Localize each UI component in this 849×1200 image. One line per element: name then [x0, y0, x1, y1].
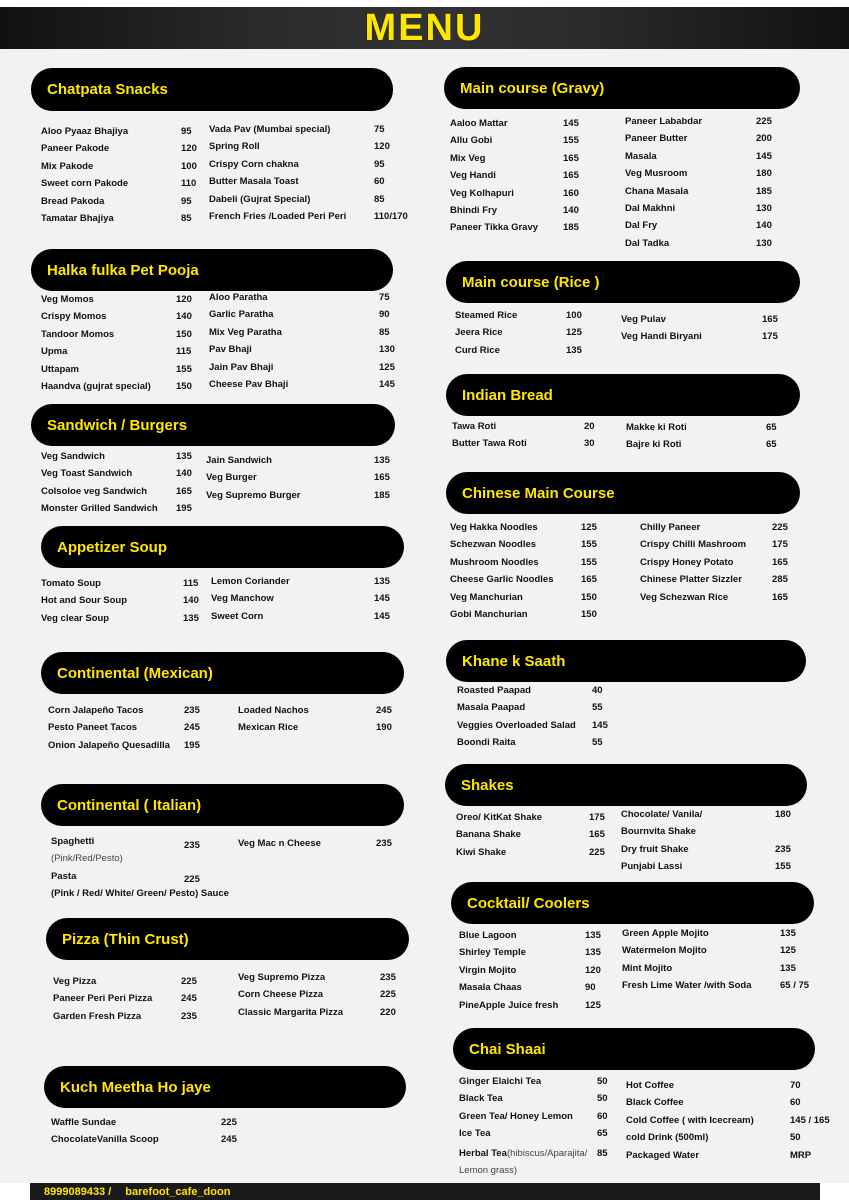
item-price: 55 — [592, 702, 603, 714]
item-price: 140 — [563, 204, 579, 216]
item-price: 60 — [790, 1097, 801, 1109]
item-price: 175 — [772, 539, 788, 551]
item-price: 145 — [379, 378, 395, 390]
item-name: Masala Chaas — [459, 982, 522, 994]
item-name: Veg clear Soup — [41, 612, 110, 624]
item-name: Dabeli (Gujrat Special) — [209, 193, 311, 205]
item-name: Classic Margarita Pizza — [238, 1006, 344, 1018]
item-name: French Fries /Loaded Peri Peri — [209, 210, 347, 222]
item-name: Crispy Corn chakna — [209, 158, 299, 170]
item-price: 225 — [589, 846, 605, 858]
item-price: 135 — [780, 962, 796, 974]
item-price: 125 — [581, 522, 597, 533]
section-title: Shakes — [445, 764, 807, 806]
item-name: Green Tea/ Honey Lemon — [459, 1110, 573, 1122]
item-price: 135 — [585, 930, 601, 941]
item-name: Veg Toast Sandwich — [41, 468, 133, 480]
item-name: Butter Tawa Roti — [452, 438, 527, 450]
item-name: Cheese Pav Bhaji — [209, 378, 289, 390]
item-price: 130 — [379, 344, 395, 356]
item-price: 180 — [775, 809, 791, 820]
item-price: 130 — [756, 202, 772, 214]
item-price: 90 — [585, 982, 596, 994]
item-price: 195 — [176, 503, 192, 515]
item-price: 160 — [563, 187, 579, 199]
item-name: Ice Tea — [459, 1128, 491, 1140]
item-price: 165 — [589, 829, 605, 841]
item-name: Makke ki Roti — [626, 422, 687, 433]
item-name: Paneer Butter — [625, 133, 688, 145]
item-name: Tawa Roti — [452, 421, 497, 432]
item-name: Tamatar Bhajiya — [41, 212, 114, 224]
section-title: Chinese Main Course — [446, 472, 800, 514]
item-price: 140 — [176, 311, 192, 323]
item-name: Kiwi Shake — [456, 846, 507, 858]
item-price: 145 — [756, 150, 772, 162]
item-name: Veg Handi Biryani — [621, 331, 702, 343]
item-price: 245 — [221, 1134, 237, 1146]
item-name: Mint Mojito — [622, 962, 673, 974]
item-name: Paneer Tikka Gravy — [450, 222, 539, 234]
item-name: Dal Makhni — [625, 202, 676, 214]
item-name: Chana Masala — [625, 185, 689, 197]
item-name: Veg Supremo Pizza — [238, 972, 326, 983]
item-name: Veg Pulav — [621, 314, 666, 325]
item-price: MRP — [790, 1149, 812, 1161]
footer-bar — [30, 1183, 820, 1200]
item-price: 135 — [780, 928, 796, 939]
item-name: Cold Coffee ( with Icecream) — [626, 1114, 754, 1126]
item-name: Veg Hakka Noodles — [450, 522, 538, 533]
item-name: Fresh Lime Water /with Soda — [622, 980, 752, 992]
item-name: Butter Masala Toast — [209, 176, 299, 188]
item-price: 200 — [756, 133, 772, 145]
item-price: 150 — [581, 608, 597, 620]
item-name: Chinese Platter Sizzler — [640, 574, 742, 586]
item-price: 95 — [181, 126, 192, 137]
item-name: Chocolate/ Vanila/ — [621, 809, 703, 820]
section-title: Chatpata Snacks — [31, 68, 393, 111]
item-price: 125 — [780, 945, 796, 957]
menu-title: MENU — [364, 6, 485, 49]
item-price: 50 — [597, 1093, 608, 1105]
item-price: 90 — [379, 309, 390, 321]
menu-header — [0, 7, 849, 49]
item-price: 235 — [380, 972, 396, 983]
item-name: Veg Momos — [41, 294, 94, 305]
item-name: Paneer Peri Peri Pizza — [53, 993, 153, 1005]
item-price: 120 — [374, 141, 390, 153]
item-name: Crispy Momos — [41, 311, 107, 323]
section-title: Kuch Meetha Ho jaye — [44, 1066, 406, 1108]
item-price: 180 — [756, 168, 772, 180]
item-price: 20 — [584, 421, 595, 432]
item-name: Mix Veg — [450, 152, 486, 164]
item-price: 60 — [374, 176, 385, 188]
item-price: 235 — [181, 1010, 197, 1022]
item-name: Bread Pakoda — [41, 195, 105, 207]
item-name: PineApple Juice fresh — [459, 999, 559, 1011]
item-price: 40 — [592, 685, 603, 696]
item-price: 225 — [181, 976, 197, 987]
item-name: Upma — [41, 346, 68, 358]
item-name: Roasted Paapad — [457, 685, 531, 696]
section-title: Sandwich / Burgers — [31, 404, 395, 446]
item-price: 95 — [181, 195, 192, 207]
item-name: Spring Roll — [209, 141, 260, 153]
item-name: Waffle Sundae — [51, 1117, 117, 1128]
item-price: 165 — [581, 574, 597, 586]
item-price: 140 — [183, 595, 199, 607]
item-price: 245 — [376, 705, 392, 716]
item-price: 125 — [379, 361, 395, 373]
item-name: Steamed Rice — [455, 310, 518, 321]
item-name: Haandva (gujrat special) — [41, 380, 151, 392]
item-name: Veg Manchurian — [450, 591, 523, 603]
item-price: 175 — [762, 331, 778, 343]
item-price: 150 — [581, 591, 597, 603]
item-price: 225 — [380, 989, 396, 1001]
section-title: Khane k Saath — [446, 640, 806, 682]
item-price: 165 — [374, 472, 390, 484]
item-price: 150 — [176, 380, 192, 392]
item-name: Pav Bhaji — [209, 344, 252, 356]
item-price: 140 — [756, 220, 772, 232]
item-name: Veg Schezwan Rice — [640, 591, 729, 603]
footer-handle: barefoot_cafe_doon — [125, 1185, 231, 1198]
item-price: 30 — [584, 438, 595, 450]
item-price: 75 — [374, 124, 385, 135]
item-price: 245 — [184, 722, 200, 734]
item-name: Banana Shake — [456, 829, 521, 841]
item-price: 165 — [772, 591, 788, 603]
item-price: 150 — [176, 328, 192, 340]
item-name: Hot Coffee — [626, 1080, 675, 1091]
section-title: Continental (Mexican) — [41, 652, 404, 694]
item-name: Colsoloe veg Sandwich — [41, 485, 148, 497]
item-name: Masala Paapad — [457, 702, 526, 714]
item-name: Monster Grilled Sandwich — [41, 503, 158, 515]
item-price: 125 — [585, 999, 601, 1011]
item-price: 195 — [184, 739, 200, 751]
item-name: Blue Lagoon — [459, 930, 517, 941]
item-name: Aloo Pyaaz Bhajiya — [41, 126, 129, 137]
item-name: Veg Mac n Cheese — [238, 838, 321, 849]
item-price: 100 — [566, 310, 582, 321]
item-name: Virgin Mojito — [459, 964, 517, 976]
item-name: Bajre ki Roti — [626, 439, 682, 451]
item-price: 185 — [374, 489, 390, 501]
item-name: Veg Pizza — [53, 976, 97, 987]
item-name: Dal Fry — [625, 220, 658, 232]
item-price: 130 — [756, 237, 772, 249]
item-name: ChocolateVanilla Scoop — [51, 1134, 159, 1146]
item-name: Sweet corn Pakode — [41, 178, 129, 190]
item-price: 225 — [772, 522, 788, 533]
item-price: 225 — [184, 873, 200, 885]
item-name: Pasta — [51, 870, 77, 882]
item-price: 235 — [184, 705, 200, 716]
item-name: Loaded Nachos — [238, 705, 309, 716]
item-name: Garden Fresh Pizza — [53, 1010, 142, 1022]
item-price: 115 — [183, 578, 199, 589]
item-name: Crispy Honey Potato — [640, 556, 734, 568]
item-name: Gobi Manchurian — [450, 608, 528, 620]
item-price: 165 — [563, 152, 579, 164]
section-title: Chai Shaai — [453, 1028, 815, 1070]
item-name: Garlic Paratha — [209, 309, 274, 321]
item-price: 165 — [563, 170, 579, 182]
item-price: 140 — [176, 468, 192, 480]
item-price: 135 — [566, 344, 582, 356]
item-name: Veg Kolhapuri — [450, 187, 514, 199]
item-name: Ginger Elaichi Tea — [459, 1076, 542, 1087]
item-name: Boondi Raita — [457, 737, 516, 749]
item-name: Corn Jalapeño Tacos — [48, 705, 144, 716]
item-name: Green Apple Mojito — [622, 928, 709, 939]
item-price: 70 — [790, 1080, 801, 1091]
item-name: Tandoor Momos — [41, 328, 115, 340]
item-price: 135 — [176, 451, 192, 462]
item-price: 190 — [376, 722, 392, 734]
item-name: Mushroom Noodles — [450, 556, 539, 568]
item-name: Sweet Corn — [211, 610, 264, 622]
item-note: (Pink / Red/ White/ Green/ Pesto) Sauce — [51, 888, 229, 900]
item-price: 165 — [772, 556, 788, 568]
item-name: Oreo/ KitKat Shake — [456, 812, 543, 823]
item-price: 165 — [762, 314, 778, 325]
item-price: 60 — [597, 1110, 608, 1122]
item-name: Paneer Pakode — [41, 143, 110, 155]
item-name: Black Coffee — [626, 1097, 684, 1109]
item-name: Uttapam — [41, 363, 80, 375]
item-name: Shirley Temple — [459, 947, 526, 959]
section-title: Indian Bread — [446, 374, 800, 416]
item-price: 100 — [181, 160, 197, 172]
item-price: 155 — [581, 556, 597, 568]
item-price: 245 — [181, 993, 197, 1005]
item-name: Punjabi Lassi — [621, 861, 683, 873]
item-name: Lemon Coriander — [211, 576, 290, 587]
item-name: Mexican Rice — [238, 722, 299, 734]
item-name: Veg Musroom — [625, 168, 688, 180]
item-price: 75 — [379, 292, 390, 303]
item-price: 155 — [581, 539, 597, 551]
item-name: Onion Jalapeño Quesadilla — [48, 739, 170, 751]
item-price: 285 — [772, 574, 788, 586]
item-name: Jain Pav Bhaji — [209, 361, 274, 373]
item-price: 115 — [176, 346, 192, 358]
item-price: 120 — [585, 964, 601, 976]
item-name: Tomato Soup — [41, 578, 101, 589]
item-price: 50 — [597, 1076, 608, 1087]
item-price: 235 — [184, 840, 200, 851]
item-name: Watermelon Mojito — [622, 945, 707, 957]
item-name: Pesto Paneet Tacos — [48, 722, 138, 734]
item-name: Aloo Paratha — [209, 292, 268, 303]
item-name: Jeera Rice — [455, 327, 503, 339]
item-name: Corn Cheese Pizza — [238, 989, 323, 1001]
item-name: Veg Manchow — [211, 593, 274, 605]
item-price: 145 — [563, 118, 579, 129]
item-name: cold Drink (500ml) — [626, 1132, 709, 1144]
item-price: 85 — [379, 326, 390, 338]
item-price: 110/170 — [374, 210, 408, 222]
item-price: 165 — [176, 485, 192, 497]
item-name: Bournvita Shake — [621, 826, 696, 838]
item-note: Lemon grass) — [459, 1165, 518, 1177]
item-price: 185 — [756, 185, 772, 197]
item-name: Jain Sandwich — [206, 455, 272, 466]
item-name: Packaged Water — [626, 1149, 700, 1161]
item-price: 145 / 165 — [790, 1114, 830, 1126]
item-name: Aaloo Mattar — [450, 118, 508, 129]
item-name: Vada Pav (Mumbai special) — [209, 124, 331, 135]
item-price: 155 — [176, 363, 192, 375]
item-price: 135 — [183, 612, 199, 624]
item-price: 220 — [380, 1006, 396, 1018]
item-name: Masala — [625, 150, 657, 162]
footer-phone: 8999089433 / — [44, 1185, 112, 1198]
item-name: Mix Veg Paratha — [209, 326, 282, 338]
item-name: Paneer Lababdar — [625, 116, 703, 127]
item-name: Chilly Paneer — [640, 522, 701, 533]
item-name: Schezwan Noodles — [450, 539, 537, 551]
item-price: 120 — [181, 143, 197, 155]
item-price: 175 — [589, 812, 605, 823]
item-note: (Pink/Red/Pesto) — [51, 853, 123, 865]
item-price: 155 — [563, 135, 579, 147]
item-name: Bhindi Fry — [450, 204, 497, 216]
item-price: 225 — [756, 116, 772, 127]
section-title: Pizza (Thin Crust) — [46, 918, 409, 960]
item-name: Crispy Chilli Mashroom — [640, 539, 747, 551]
item-name: Herbal Tea — [459, 1148, 507, 1159]
item-price: 185 — [563, 222, 579, 234]
item-price: 65 — [766, 422, 777, 433]
item-price: 95 — [374, 158, 385, 170]
item-price: 55 — [592, 737, 603, 749]
item-name: Veggies Overloaded Salad — [457, 719, 576, 731]
item-price: 145 — [374, 610, 390, 622]
item-price: 135 — [374, 455, 390, 466]
item-price: 145 — [374, 593, 390, 605]
section-title: Appetizer Soup — [41, 526, 404, 568]
section-title: Cocktail/ Coolers — [451, 882, 814, 924]
item-name: Veg Sandwich — [41, 451, 105, 462]
item-price: 65 — [766, 439, 777, 451]
item-price: 65 / 75 — [780, 980, 810, 992]
item-price: 135 — [585, 947, 601, 959]
item-name: Black Tea — [459, 1093, 503, 1105]
item-price: 85 — [181, 212, 192, 224]
item-name: Curd Rice — [455, 344, 500, 356]
item-name: Veg Handi — [450, 170, 496, 182]
section-title: Main course (Gravy) — [444, 67, 800, 109]
item-price: 85 — [374, 193, 385, 205]
item-name: Allu Gobi — [450, 135, 493, 147]
item-price: 110 — [181, 178, 197, 190]
item-price: 135 — [374, 576, 390, 587]
item-price: 235 — [376, 838, 392, 849]
item-name: Cheese Garlic Noodles — [450, 574, 554, 586]
item-price: 235 — [775, 843, 791, 855]
item-name: Mix Pakode — [41, 160, 94, 172]
item-price: 225 — [221, 1117, 237, 1128]
item-price: 85 — [597, 1148, 608, 1159]
section-title: Continental ( Italian) — [41, 784, 404, 826]
item-name: Spaghetti — [51, 836, 95, 847]
item-price: 65 — [597, 1128, 608, 1140]
item-price: 145 — [592, 719, 608, 731]
item-name: Veg Supremo Burger — [206, 489, 301, 501]
item-price: 155 — [775, 861, 791, 873]
item-name: Hot and Sour Soup — [41, 595, 128, 607]
item-name: Veg Burger — [206, 472, 257, 484]
item-price: 125 — [566, 327, 582, 339]
item-name: Dal Tadka — [625, 237, 670, 249]
section-title: Main course (Rice ) — [446, 261, 800, 303]
item-price: 50 — [790, 1132, 801, 1144]
item-name: Dry fruit Shake — [621, 843, 689, 855]
item-note: (hibiscus/Aparajita/ — [507, 1148, 588, 1159]
item-price: 120 — [176, 294, 192, 305]
section-title: Halka fulka Pet Pooja — [31, 249, 393, 291]
